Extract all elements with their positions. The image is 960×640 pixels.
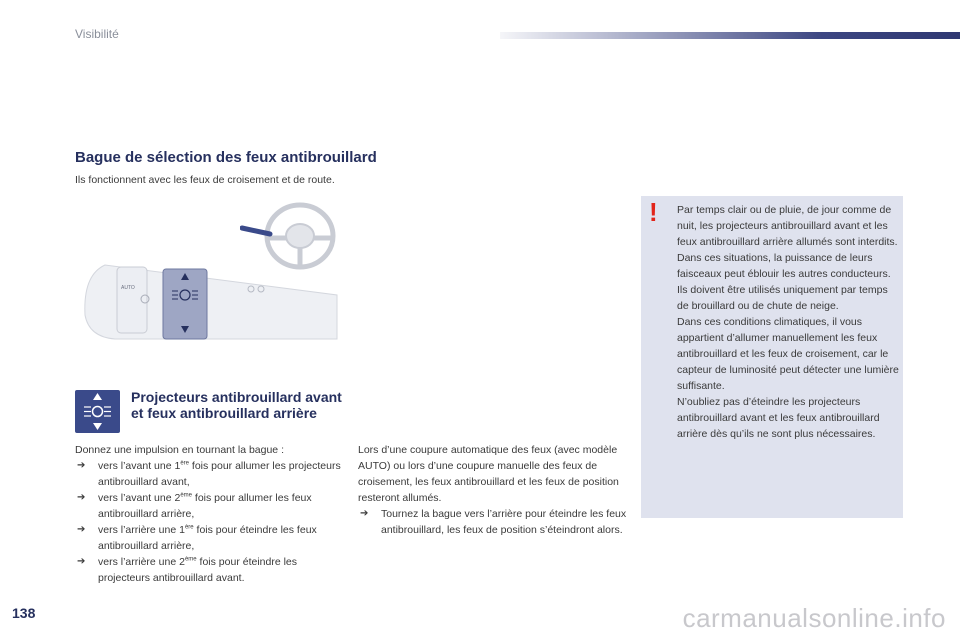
middle-list	[358, 506, 628, 538]
left-column	[75, 442, 345, 586]
page-number: 138	[12, 605, 36, 621]
fog-lights-icon	[75, 390, 120, 433]
middle-paragraph: Lors d’une coupure automatique des feux (avec modèle AUTO) ou lors d’une coupure manuelle des feux de croisement, les feux antibrouillard et les feux de position resteront allumés.	[358, 444, 619, 504]
arrow-bullet-icon: ➔	[77, 556, 86, 567]
warning-icon: !	[649, 197, 658, 227]
list-item: ➔ Tournez la bague vers l’arrière pour éteindre les feux antibrouillard, les feux de position s’éteindront alors.	[360, 508, 627, 536]
lever-auto-label: AUTO	[121, 285, 135, 291]
list-item: ➔ vers l’arrière une 2ème fois pour éteindre les projecteurs antibrouillard avant.	[77, 556, 298, 584]
warning-paragraph: Par temps clair ou de pluie, de jour comme de nuit, les projecteurs antibrouillard avant et les feux antibrouillard arrière allumés sont interdits. Dans ces situations, la puissance de leurs faisceaux peut éblouir les autres conducteurs. Ils doivent être utilisés uniquement par temps de brouillard ou de chute de neige.	[677, 204, 898, 312]
warning-paragraph: N’oubliez pas d’éteindre les projecteurs antibrouillard avant et les feux antibrouillard arrière dès qu’ils ne sont plus nécessaires.	[677, 396, 880, 440]
list-item: ➔ vers l’arrière une 1ère fois pour éteindre les feux antibrouillard arrière,	[77, 524, 317, 552]
arrow-bullet-icon: ➔	[360, 508, 369, 519]
arrow-bullet-icon: ➔	[77, 492, 86, 503]
arrow-bullet-icon: ➔	[77, 460, 86, 471]
list-item: ➔ vers l’avant une 2ème fois pour allumer les feux antibrouillard arrière,	[77, 492, 312, 520]
header-bar	[500, 32, 960, 39]
list-item: ➔ vers l’avant une 1ère fois pour allumer les projecteurs antibrouillard avant,	[77, 460, 341, 488]
arrow-bullet-icon: ➔	[77, 524, 86, 535]
warning-paragraph: Dans ces conditions climatiques, il vous appartient d’allumer manuellement les feux antibrouillard et les feux de croisement, car le capteur de luminosité peut détecter une lumière suffisante.	[677, 316, 899, 392]
instruction-list	[75, 458, 345, 586]
subsection-intro: Donnez une impulsion en tournant la bague :	[75, 444, 284, 456]
lighting-lever-illustration	[75, 255, 340, 345]
subsection-title: Projecteurs antibrouillard avant et feux antibrouillard arrière	[131, 389, 342, 421]
warning-text	[677, 202, 899, 442]
watermark: carmanualsonline.info	[682, 603, 946, 633]
header-title: Visibilité	[75, 27, 119, 41]
section-intro: Ils fonctionnent avec les feux de croisement et de route.	[75, 174, 335, 186]
section-title: Bague de sélection des feux antibrouillard	[75, 149, 377, 166]
middle-column	[358, 442, 628, 538]
